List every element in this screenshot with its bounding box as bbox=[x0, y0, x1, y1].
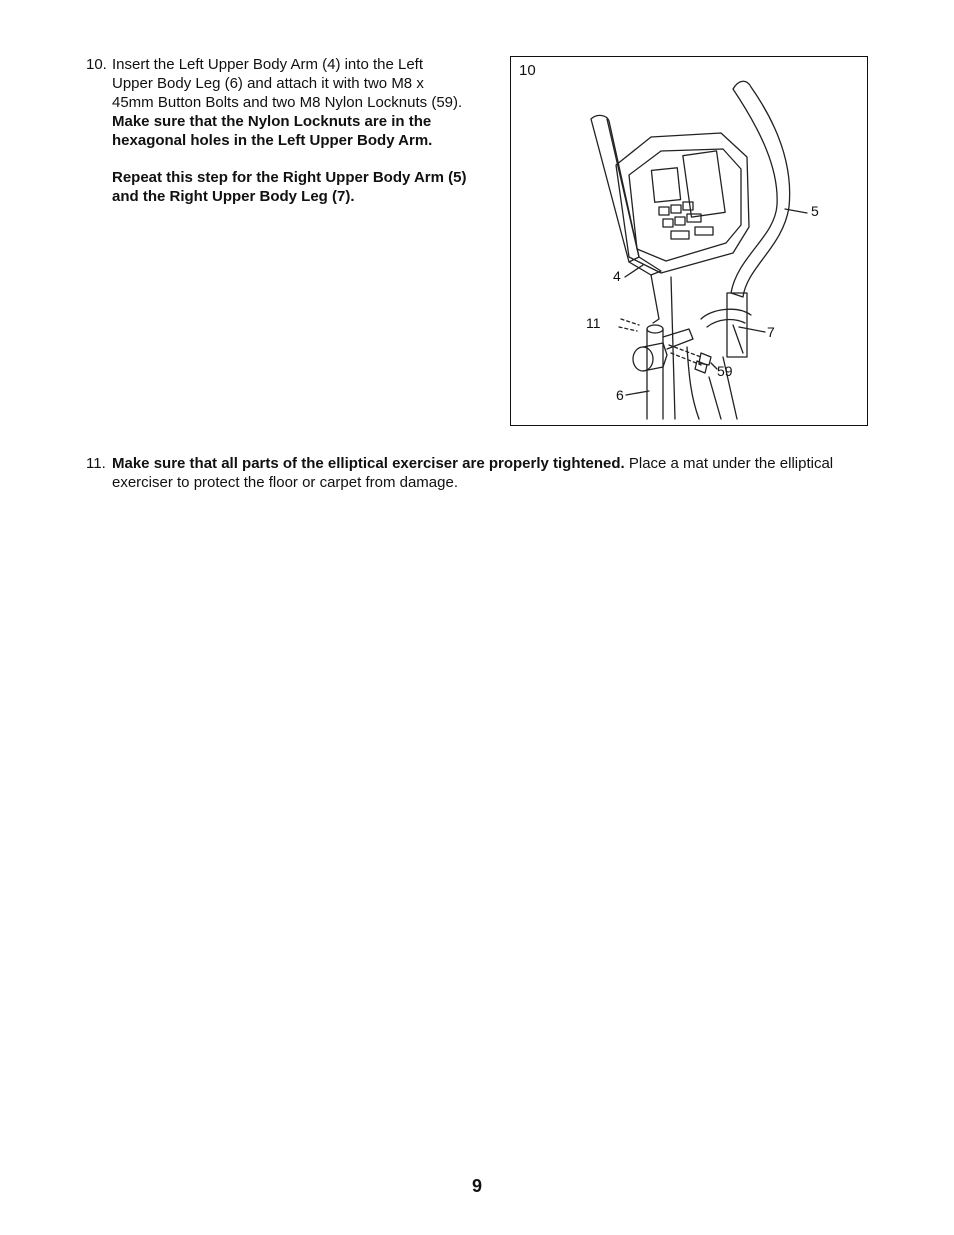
callout-59: 59 bbox=[717, 363, 733, 379]
callout-6: 6 bbox=[616, 387, 624, 403]
step-10-line-3: 45mm Button Bolts and two M8 Nylon Locknuts (59). bbox=[112, 94, 463, 111]
assembly-drawing bbox=[511, 57, 869, 427]
step-11 bbox=[86, 454, 876, 492]
step-11-text-2: exerciser to protect the floor or carpet from damage. bbox=[112, 474, 458, 491]
step-10 bbox=[86, 55, 486, 206]
step-10-repeat-2: and the Right Upper Body Leg (7). bbox=[112, 188, 355, 205]
page-number: 9 bbox=[471, 1176, 482, 1196]
step-11-body bbox=[112, 454, 876, 492]
step-10-line-2: Upper Body Leg (6) and attach it with two M8 x bbox=[112, 75, 424, 92]
callout-4: 4 bbox=[613, 268, 621, 284]
step-10-bold-1: Make sure that the Nylon Locknuts are in the bbox=[112, 113, 432, 130]
step-10-bold-2: hexagonal holes in the Left Upper Body Arm. bbox=[112, 132, 433, 149]
callout-5: 5 bbox=[811, 203, 819, 219]
callout-11: 11 bbox=[586, 315, 601, 331]
step-11-number: 11. bbox=[86, 455, 106, 472]
step-10-repeat-1: Repeat this step for the Right Upper Body Arm (5) bbox=[112, 169, 467, 186]
step-10-body bbox=[112, 55, 486, 206]
assembly-figure-10 bbox=[510, 56, 868, 426]
step-10-line-1: Insert the Left Upper Body Arm (4) into the Left bbox=[112, 56, 423, 73]
step-11-text: Place a mat under the elliptical bbox=[624, 455, 834, 472]
figure-number: 10 bbox=[519, 62, 536, 79]
step-10-number: 10. bbox=[86, 56, 107, 73]
step-11-bold: Make sure that all parts of the elliptical exerciser are properly tightened. bbox=[112, 455, 625, 472]
callout-7: 7 bbox=[767, 324, 775, 340]
